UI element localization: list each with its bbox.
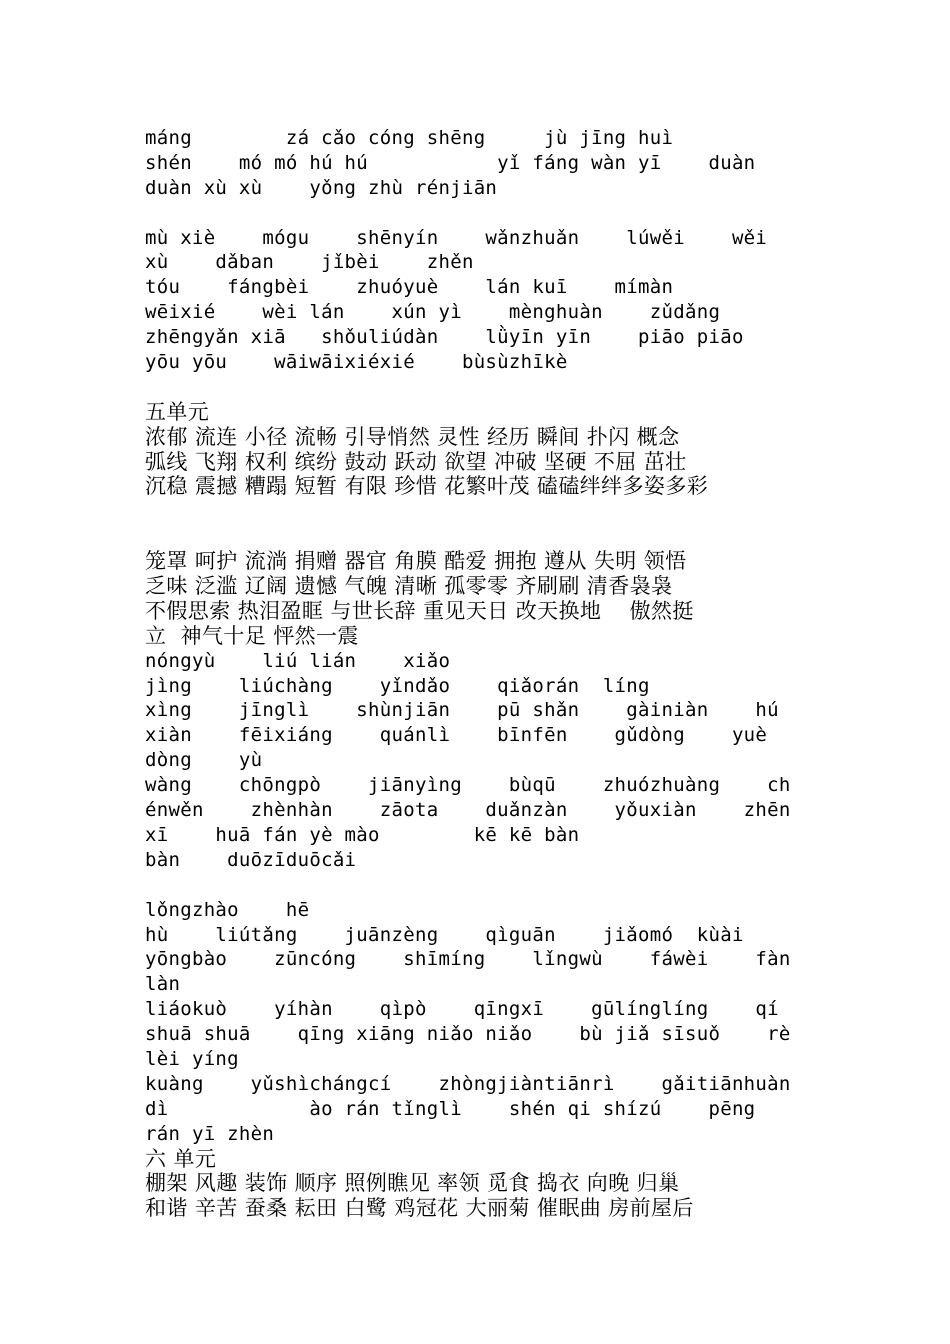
- hanzi-line: 笼罩 呵护 流淌 捐赠 器官 角膜 酷爱 拥抱 遵从 失明 领悟: [145, 549, 687, 574]
- hanzi-line: 弧线 飞翔 权利 缤纷 鼓动 跃动 欲望 冲破 坚硬 不屈 茁壮: [145, 449, 687, 474]
- pinyin-line: dì ào rán tǐnglì shén qi shízú pēng: [145, 1097, 756, 1120]
- hanzi-line: 立 神气十足 怦然一震: [145, 623, 359, 648]
- pinyin-line: kuàng yǔshìchángcí zhòngjiàntiānrì gǎitiānhuàn: [145, 1072, 791, 1095]
- hanzi-line: 和谐 辛苦 蚕桑 耘田 白鹭 鸡冠花 大丽菊 催眠曲 房前屋后: [145, 1196, 694, 1221]
- pinyin-line: lǒngzhào hē: [145, 898, 310, 921]
- blank-line: [145, 499, 810, 524]
- pinyin-line: wàng chōngpò jiānyìng bùqū zhuózhuàng ch: [145, 774, 791, 797]
- pinyin-line: yōngbào zūncóng shīmíng lǐngwù fáwèi fàn: [145, 948, 791, 971]
- hanzi-line: 六 单元: [145, 1146, 217, 1171]
- pinyin-line: tóu fángbèi zhuóyuè lán kuī mímàn: [145, 276, 674, 299]
- pinyin-line: xiàn fēixiáng quánlì bīnfēn gǔdòng yuè: [145, 724, 768, 747]
- pinyin-line: yōu yōu wāiwāixiéxié bùsùzhīkè: [145, 351, 568, 374]
- pinyin-line: duàn xù xù yǒng zhù rénjiān: [145, 176, 498, 199]
- document-body: [145, 126, 810, 1221]
- pinyin-line: wēixié wèi lán xún yì mènghuàn zǔdǎng: [145, 301, 721, 324]
- blank-line: [145, 873, 810, 898]
- pinyin-line: hù liútǎng juānzèng qìguān jiǎomó kùài: [145, 923, 744, 946]
- blank-line: [145, 201, 810, 226]
- pinyin-line: xù dǎban jǐbèi zhěn: [145, 251, 474, 274]
- pinyin-line: liáokuò yíhàn qìpò qīngxī gūlínglíng qí: [145, 998, 779, 1021]
- hanzi-line: 五单元: [145, 399, 210, 424]
- pinyin-line: mù xiè mógu shēnyín wǎnzhuǎn lúwěi wěi: [145, 226, 768, 249]
- pinyin-line: nóngyù liú lián xiǎo: [145, 649, 451, 672]
- pinyin-line: làn: [145, 973, 181, 996]
- pinyin-line: lèi yíng: [145, 1047, 239, 1070]
- pinyin-line: dòng yù: [145, 749, 263, 772]
- pinyin-line: énwěn zhènhàn zāota duǎnzàn yǒuxiàn zhēn: [145, 799, 791, 822]
- blank-line: [145, 524, 810, 549]
- hanzi-line: 浓郁 流连 小径 流畅 引导悄然 灵性 经历 瞬间 扑闪 概念: [145, 424, 680, 449]
- pinyin-line: xī huā fán yè mào kē kē bàn: [145, 823, 580, 846]
- pinyin-line: máng zá cǎo cóng shēng jù jīng huì: [145, 127, 674, 149]
- blank-line: [145, 375, 810, 400]
- pinyin-line: jìng liúchàng yǐndǎo qiǎorán líng: [145, 674, 650, 697]
- pinyin-line: rán yī zhèn: [145, 1122, 275, 1145]
- pinyin-line: shuā shuā qīng xiāng niǎo niǎo bù jiǎ sīsuǒ rè: [145, 1023, 791, 1046]
- hanzi-line: 沉稳 震撼 糟蹋 短暂 有限 珍惜 花繁叶茂 磕磕绊绊多姿多彩: [145, 474, 709, 499]
- hanzi-line: 棚架 风趣 装饰 顺序 照例瞧见 率领 觅食 捣衣 向晚 归巢: [145, 1171, 680, 1196]
- pinyin-line: shén mó mó hú hú yǐ fáng wàn yī duàn: [145, 151, 756, 174]
- pinyin-line: xìng jīnglì shùnjiān pū shǎn gàiniàn hú: [145, 699, 779, 722]
- pinyin-line: bàn duōzīduōcǎi: [145, 848, 357, 871]
- hanzi-line: 乏味 泛滥 辽阔 遗憾 气魄 清晰 孤零零 齐刷刷 清香袅袅: [145, 574, 673, 599]
- hanzi-line: 不假思索 热泪盈眶 与世长辞 重见天日 改天换地 傲然挺: [145, 598, 694, 623]
- pinyin-line: zhēngyǎn xiā shǒuliúdàn lǜyīn yīn piāo piāo: [145, 326, 744, 349]
